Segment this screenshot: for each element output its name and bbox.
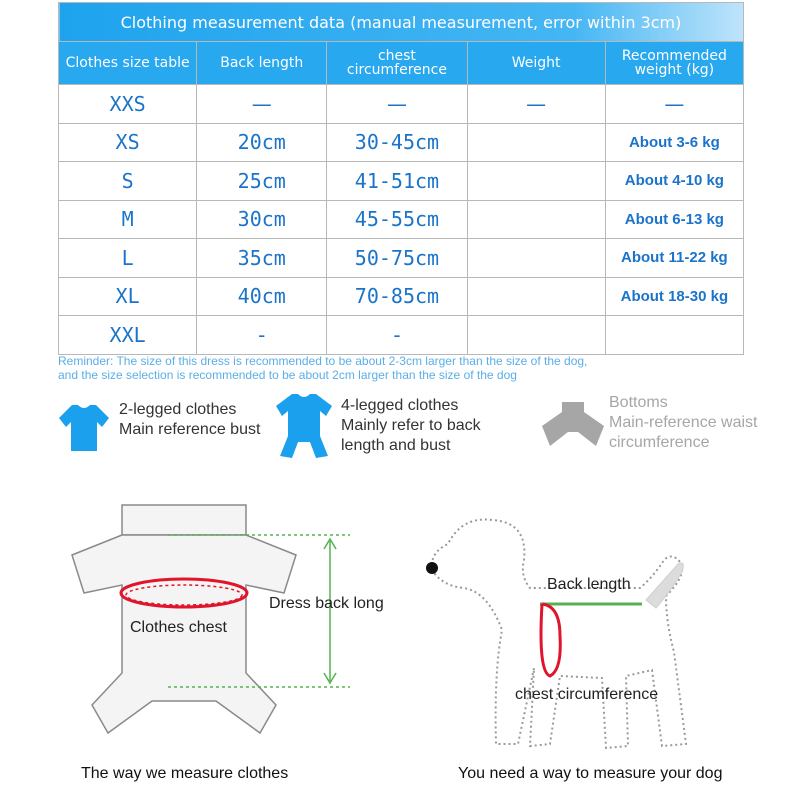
dog-back-length-label: Back length — [547, 576, 631, 593]
back-length-cell: 25cm — [197, 162, 327, 201]
clothes-caption: The way we measure clothes — [81, 765, 289, 782]
recommended-cell: — — [605, 85, 743, 124]
back-length-cell: 40cm — [197, 277, 327, 316]
weight-cell — [467, 277, 605, 316]
recommended-cell — [605, 316, 743, 355]
two-legged-clothes-text — [119, 400, 260, 440]
two-legged-reference: Main reference bust — [119, 421, 261, 438]
size-cell: XL — [59, 277, 197, 316]
header-chest: chest circumference — [327, 42, 467, 85]
reminder-line-2: and the size selection is recommended to be about 2cm larger than the size of the dog — [58, 368, 517, 382]
back-length-cell: - — [197, 316, 327, 355]
reminder-line-1: Reminder: The size of this dress is recommended to be about 2-3cm larger than the size of the dog, — [58, 354, 588, 368]
weight-cell — [467, 239, 605, 278]
bottoms-icon — [540, 398, 606, 450]
four-legged-title: 4-legged clothes — [341, 397, 459, 414]
table-row — [59, 277, 744, 316]
weight-cell: — — [467, 85, 605, 124]
back-length-cell: 20cm — [197, 123, 327, 162]
size-cell: XXL — [59, 316, 197, 355]
size-cell: M — [59, 200, 197, 239]
weight-cell — [467, 123, 605, 162]
table-header-row — [59, 42, 744, 85]
chest-cell: 45-55cm — [327, 200, 467, 239]
header-recommended: Recommended weight (kg) — [605, 42, 743, 85]
header-size: Clothes size table — [59, 42, 197, 85]
size-cell: L — [59, 239, 197, 278]
recommended-cell: About 3-6 kg — [605, 123, 743, 162]
header-back-length: Back length — [197, 42, 327, 85]
weight-cell — [467, 200, 605, 239]
dog-chest-label: chest circumference — [515, 686, 659, 703]
weight-cell — [467, 316, 605, 355]
bottoms-title: Bottoms — [609, 394, 668, 411]
back-length-cell: 30cm — [197, 200, 327, 239]
dog-caption: You need a way to measure your dog — [458, 765, 723, 782]
four-legged-reference-1: Mainly refer to back — [341, 417, 481, 434]
table-row — [59, 200, 744, 239]
four-legged-clothes-icon — [272, 392, 336, 460]
weight-cell — [467, 162, 605, 201]
clothes-chest-label: Clothes chest — [130, 619, 227, 636]
recommended-cell: About 18-30 kg — [605, 277, 743, 316]
size-cell: S — [59, 162, 197, 201]
chest-cell: 41-51cm — [327, 162, 467, 201]
recommended-cell: About 4-10 kg — [605, 162, 743, 201]
chest-cell: 30-45cm — [327, 123, 467, 162]
four-legged-reference-2: length and bust — [341, 437, 451, 454]
two-legged-clothes-icon — [56, 402, 112, 454]
back-length-cell: — — [197, 85, 327, 124]
chest-cell: 50-75cm — [327, 239, 467, 278]
bottoms-reference-1: Main-reference waist — [609, 414, 758, 431]
dog-outline-diagram — [418, 512, 714, 762]
table-title: Clothing measurement data (manual measurement, error within 3cm) — [59, 3, 744, 42]
table-row — [59, 123, 744, 162]
size-cell: XS — [59, 123, 197, 162]
chest-cell: — — [327, 85, 467, 124]
recommended-cell: About 11-22 kg — [605, 239, 743, 278]
table-row — [59, 162, 744, 201]
chest-cell: - — [327, 316, 467, 355]
dress-back-label: Dress back long — [269, 595, 384, 612]
table-row — [59, 85, 744, 124]
table-row — [59, 239, 744, 278]
recommended-cell: About 6-13 kg — [605, 200, 743, 239]
table-row — [59, 316, 744, 355]
two-legged-title: 2-legged clothes — [119, 401, 237, 418]
reminder-note — [58, 354, 748, 382]
bottoms-text — [609, 393, 758, 453]
bottoms-reference-2: circumference — [609, 434, 710, 451]
back-length-cell: 35cm — [197, 239, 327, 278]
size-cell: XXS — [59, 85, 197, 124]
chest-cell: 70-85cm — [327, 277, 467, 316]
header-weight: Weight — [467, 42, 605, 85]
size-table — [58, 2, 744, 355]
four-legged-clothes-text — [341, 396, 481, 456]
